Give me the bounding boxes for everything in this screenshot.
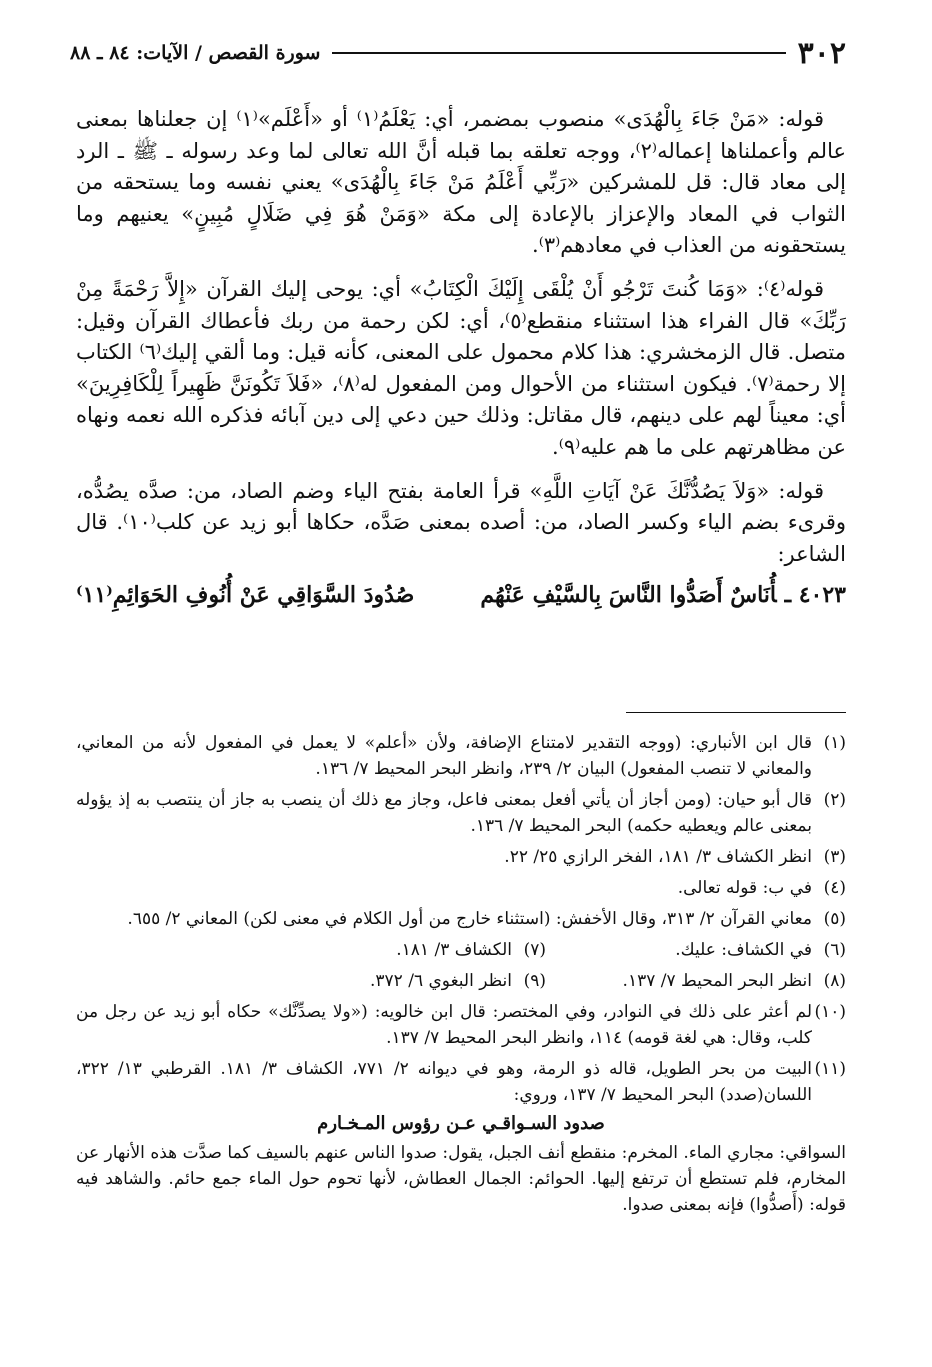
footnote-number: (٧) (523, 940, 546, 960)
footnote-text: الكشاف ٣/ ١٨١. (396, 940, 512, 960)
footnote (76, 730, 846, 782)
footnote-number: (٦) (823, 940, 846, 960)
footnote-text: قال أبو حيان: (ومن أجاز أن يأتي أفعل بمعنى فاعل، وجاز مع ذلك أن ينصب به جاز أن ينتصب به إذ يؤوله بمعنى عالم ويعطيه حكمه) البحر المحيط ٧/ ١٣٦. (76, 790, 812, 836)
footnote-number: (١) (823, 733, 846, 753)
footnote-number: (٩) (523, 971, 546, 991)
footnote-number: (٣) (823, 847, 846, 867)
verse-first-half (480, 582, 846, 608)
main-text (76, 104, 846, 608)
footnote-verse: صدود السـواقـي عـن رؤوس المـخـارم (317, 1113, 605, 1134)
paragraph-2: قوله⁽٤⁾: «وَمَا كُنتَ تَرْجُو أَنْ يُلْقَى إِلَيْكَ الْكِتَابُ» أي: يوحى إليك القرآن «إِلاَّ رَحْمَةً مِنْ رَبِّكَ» قال الفراء هذا استثناء منقطع⁽٥⁾، أي: لكن رحمة من ربك فأعطاك القرآن وقيل: متصل. قال الزمخشري: هذا كلام محمول على المعنى، كأنه قيل: وما ألقي إليك⁽٦⁾ الكتاب إلا رحمة⁽٧⁾. فيكون استثناء من الأحوال ومن المفعول له⁽٨⁾، «فَلاَ تَكُونَنَّ ظَهِيراً لِلْكَافِرِينَ» أي: معيناً لهم على دينهم، قال مقاتل: وذلك حين دعي إلى دين آبائه فذكره الله نعمه ونهاه عن مظاهرتهم على ما هم عليه⁽٩⁾. (76, 276, 847, 459)
footnote-text: انظر البغوي ٦/ ٣٧٢. (369, 971, 512, 991)
footnote-text: البيت من بحر الطويل، قاله ذو الرمة، وهو في ديوانه ٢/ ٧٧١، الكشاف ٣/ ١٨١. القرطبي ١٣/ ٣٢٢، اللسان(صدد) البحر المحيط ٧/ ١٣٧، وروي: (76, 1059, 812, 1105)
footnote-number: (٥) (823, 909, 846, 929)
footnote-separator (626, 712, 846, 713)
footnote (246, 937, 546, 963)
footnote-text: في ب: قوله تعالى. (677, 878, 812, 898)
footnote-text: انظر البحر المحيط ٧/ ١٣٧. (622, 971, 812, 991)
footnote (546, 968, 846, 994)
header-rule (332, 52, 785, 54)
footnote (546, 937, 846, 963)
footnote-pair (76, 937, 846, 963)
footnote (76, 844, 846, 870)
footnote (76, 787, 846, 839)
footnote-text: لم أعثر على ذلك في النوادر، وفي المختصر: قال ابن خالويه: («ولا يصدِّنَّك» حكاه أبو زيد عن رجل من كلب، وقال: هي لغة قومه) ١١٤، وانظر البحر المحيط ٧/ ١٣٧. (76, 1002, 812, 1048)
footnote-text: معاني القرآن ٢/ ٣١٣، وقال الأخفش: (استثناء خارج من أول الكلام في معنى لكن) المعاني ٢/ ٦٥٥. (127, 909, 812, 929)
verse-first-hemistich: أُنَاسٌ أَصَدُّوا النَّاسَ بِالسَّيْفِ عَنْهُم (480, 582, 777, 609)
footnote-text: قال ابن الأنباري: (ووجه التقدير لامتناع الإضافة، ولأن «أعلم» لا يعمل في المفعول لأنه من المعاني، والمعاني لا تنصب المفعول) البيان ٢/ ٢٣٩، وانظر البحر المحيط ٧/ ١٣٦. (76, 733, 812, 779)
footnote-text: انظر الكشاف ٣/ ١٨١، الفخر الرازي ٢٥/ ٢٢. (504, 847, 812, 867)
footnote-explanation: السواقي: مجاري الماء. المخرم: منقطع أنف الجبل، يقول: صدوا الناس عنهم بالسيف كما صدَّت هذه الأنهار عن المخارم، فلم تستطع أن ترتفع إليها. الحوائم: الجمال العطاش، لأنها تحوم حول الماء جمع حائم. والشاهد فيه قوله: (أَصدُّوا) فإنه بمعنى صدوا. (76, 1143, 846, 1215)
footnote (76, 999, 846, 1051)
page-number: ٣٠٢ (797, 35, 846, 71)
footnote-number: (٨) (823, 971, 846, 991)
page-header (70, 36, 846, 70)
footnote-number: (١١) (814, 1059, 846, 1079)
verse-second-hemistich: صُدُودَ السَّوَاقِي عَنْ أُنُوفِ الحَوَائِمِ⁽١١⁾ (76, 582, 415, 609)
footnote-text: في الكشاف: عليك. (675, 940, 812, 960)
running-title: سورة القصص / الآيات: ٨٤ ـ ٨٨ (70, 42, 321, 64)
footnote (76, 1056, 846, 1108)
verse-number: ٤٠٢٣ ـ (784, 582, 846, 609)
footnote-pair (76, 968, 846, 994)
footnote-number: (٤) (823, 878, 846, 898)
footnote-number: (١٠) (814, 1002, 846, 1022)
paragraph-3: قوله: «وَلاَ يَصُدُّنَّكَ عَنْ آيَاتِ اللَّهِ» قرأ العامة بفتح الياء وضم الصاد، من: صدَّه يصُدُّه، وقرىء بضم الياء وكسر الصاد، من: أصده بمعنى صَدَّه، حكاها أبو زيد عن كلب⁽١٠⁾. قال الشاعر: (76, 478, 846, 566)
footnote-number: (٢) (823, 790, 846, 810)
footnote (246, 968, 546, 994)
poetry-verse (76, 582, 846, 608)
footnote (76, 906, 846, 932)
paragraph-1: قوله: «مَنْ جَاءَ بِالْهُدَى» منصوب بمضمر، أي: يَعْلَمُ⁽١⁾ أو «أَعْلَم»⁽١⁾ إن جعلناها بمعنى عالم وأعملناها إعماله⁽٢⁾، ووجه تعلقه بما قبله أنَّ الله تعالى لما وعد رسوله ـ ﷺ ـ الرد إلى معاد قال: قل للمشركين «رَبِّي أَعْلَمُ مَنْ جَاءَ بِالْهُدَى» يعني نفسه وما يستحقه من الثواب في المعاد والإعزاز بالإعادة إلى مكة «وَمَنْ هُوَ فِي ضَلَالٍ مُبِينٍ» يعنيهم وما يستحقونه من العذاب في معادهم⁽٣⁾. (76, 107, 846, 258)
footnote (76, 875, 846, 901)
footnotes (76, 730, 846, 1218)
